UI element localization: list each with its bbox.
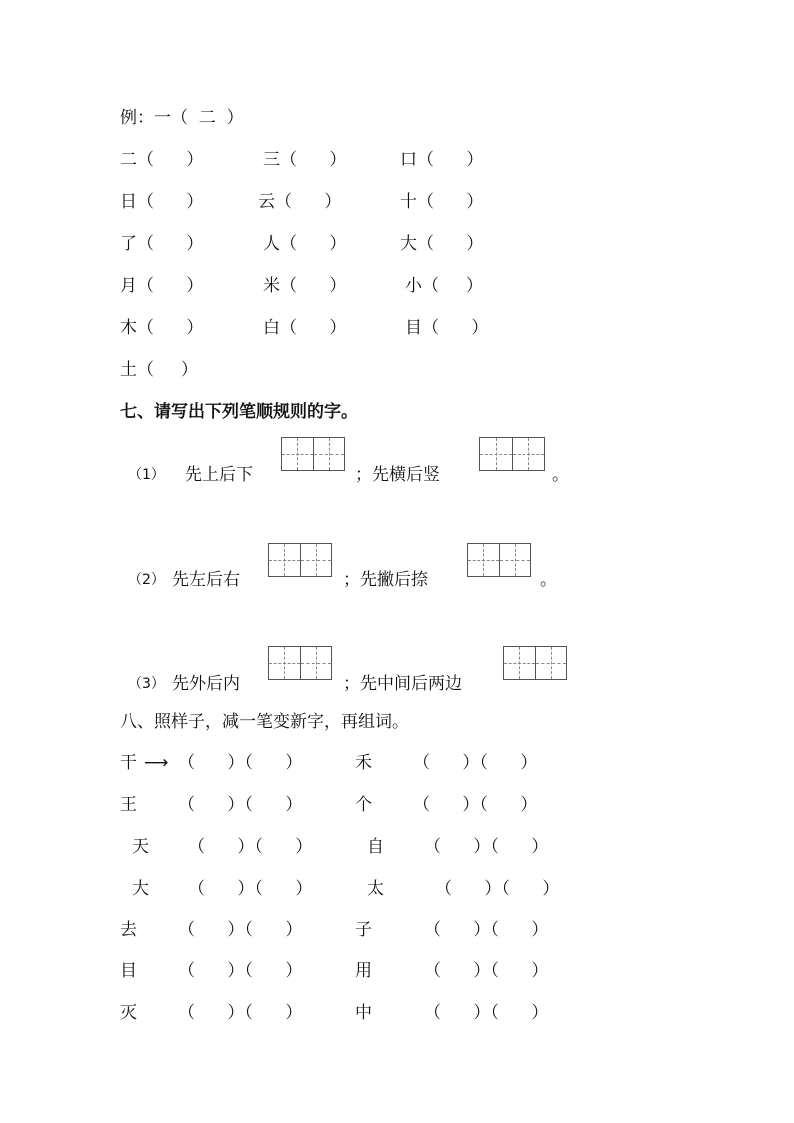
source-char: 子 — [355, 920, 372, 940]
period: 。 — [552, 465, 569, 485]
writing-grid[interactable] — [467, 543, 531, 577]
rule-label: 先上后下 — [185, 465, 253, 485]
rule-label: ；先撇后捺 — [343, 570, 428, 590]
char-prompt: 口（ ） — [400, 150, 484, 170]
answer-blanks: （ ）（ ） — [413, 753, 538, 773]
source-char: 去 — [120, 920, 137, 940]
section-title: 八、照样子，减一笔变新字，再组词。 — [120, 712, 409, 732]
char-prompt: 米（ ） — [263, 276, 347, 296]
period: 。 — [540, 570, 557, 590]
char-prompt: 云（ ） — [258, 192, 342, 212]
answer-blanks: （ ）（ ） — [413, 795, 538, 815]
source-char: 个 — [355, 795, 372, 815]
source-char: 王 — [120, 795, 137, 815]
answer-blanks: （ ）（ ） — [178, 961, 303, 981]
writing-grid[interactable] — [268, 646, 332, 680]
arrow-icon: ⟶ — [144, 753, 169, 773]
char-prompt: 人（ ） — [263, 234, 347, 254]
answer-blanks: （ ）（ ） — [188, 879, 313, 899]
source-char: 中 — [355, 1003, 372, 1023]
char-prompt: 白（ ） — [263, 318, 347, 338]
answer-blanks: （ ）（ ） — [188, 837, 313, 857]
rule-label: ；先中间后两边 — [343, 674, 462, 694]
char-prompt: 十（ ） — [400, 192, 484, 212]
char-prompt: 二（ ） — [120, 150, 204, 170]
answer-blanks: （ ）（ ） — [178, 753, 303, 773]
source-char: 用 — [355, 961, 372, 981]
rule-label: ；先横后竖 — [355, 465, 440, 485]
item-number: （2） — [128, 572, 165, 588]
answer-blanks: （ ）（ ） — [178, 920, 303, 940]
source-char: 大 — [132, 879, 149, 899]
char-prompt: 了（ ） — [120, 234, 204, 254]
writing-grid[interactable] — [268, 543, 332, 577]
char-prompt: 月（ ） — [120, 276, 204, 296]
source-char: 目 — [120, 961, 137, 981]
char-prompt: 目（ ） — [405, 318, 489, 338]
item-number: （1） — [128, 467, 165, 483]
answer-blanks: （ ）（ ） — [178, 795, 303, 815]
writing-grid[interactable] — [479, 437, 545, 471]
char-prompt: 日（ ） — [120, 192, 204, 212]
char-prompt: 大（ ） — [400, 234, 484, 254]
answer-blanks: （ ）（ ） — [424, 920, 549, 940]
section-title: 七、请写出下列笔顺规则的字。 — [120, 402, 358, 422]
writing-grid[interactable] — [281, 437, 345, 471]
char-prompt: 小（ ） — [405, 276, 484, 296]
rule-label: 先外后内 — [172, 674, 240, 694]
answer-blanks: （ ）（ ） — [424, 1003, 549, 1023]
char-prompt: 木（ ） — [120, 318, 204, 338]
writing-grid[interactable] — [503, 646, 567, 680]
rule-label: 先左后右 — [172, 570, 240, 590]
source-char: 自 — [367, 837, 384, 857]
answer-blanks: （ ）（ ） — [424, 837, 549, 857]
answer-blanks: （ ）（ ） — [424, 961, 549, 981]
example-line: 例：一（ 二 ） — [120, 108, 244, 128]
item-number: （3） — [128, 676, 165, 692]
answer-blanks: （ ）（ ） — [435, 879, 560, 899]
source-char: 灭 — [120, 1003, 137, 1023]
source-char: 太 — [367, 879, 384, 899]
source-char: 天 — [132, 837, 149, 857]
source-char: 干 — [120, 753, 137, 773]
char-prompt: 三（ ） — [263, 150, 347, 170]
char-prompt: 土（ ） — [120, 360, 199, 380]
source-char: 禾 — [355, 753, 372, 773]
answer-blanks: （ ）（ ） — [178, 1003, 303, 1023]
